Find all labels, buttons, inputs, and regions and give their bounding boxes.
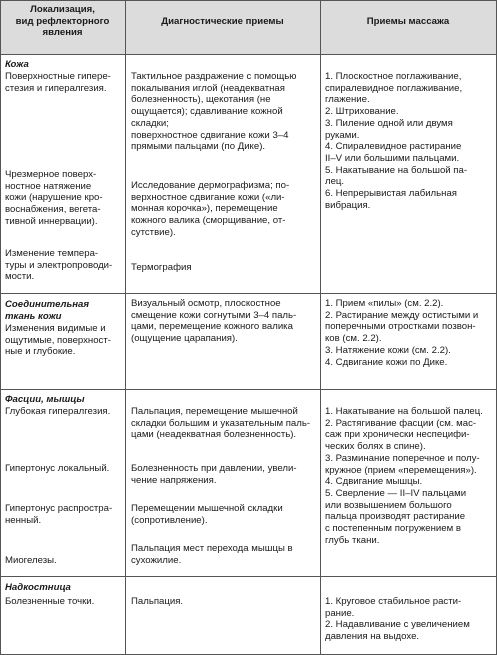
text-line: Диагностические приемы: [161, 16, 284, 27]
text-line: Локализация,: [30, 4, 95, 15]
text-line: лец.: [325, 176, 345, 188]
text-line: с постепенным погружением в: [325, 523, 461, 535]
text-line: Пальпация мест перехода мышцы в: [131, 543, 293, 554]
row-divider: [0, 576, 497, 577]
skin-localization-2: [5, 169, 123, 228]
text-line: кожного валика (сморщивание, от-: [131, 215, 286, 227]
text-line: Приемы массажа: [366, 16, 450, 27]
section-title-connective: [5, 299, 89, 322]
fascia-massage: [325, 406, 494, 546]
text-line: ощущается); сдавливание кожной: [131, 106, 283, 118]
text-line: 3. Пиление одной или двумя: [325, 117, 453, 129]
text-line: воснабжения, вегета-: [5, 204, 101, 216]
text-line: Изменение темпера-: [5, 248, 99, 259]
text-line: Поверхностные гипере-: [5, 71, 111, 82]
skin-massage: [325, 71, 494, 211]
text-line: вибрация.: [325, 199, 371, 211]
section-title-periosteum: [5, 582, 71, 594]
text-line: Пальпация.: [131, 596, 184, 607]
text-line: Термография: [131, 262, 192, 273]
text-line: Визуальный осмотр, плоскостное: [131, 298, 281, 309]
text-line: Тактильное раздражение с помощью: [131, 71, 297, 82]
text-line: складки;: [131, 117, 169, 129]
fascia-diagnostics-2: [131, 463, 318, 486]
text-line: II–V или большими пальцами.: [325, 152, 460, 164]
fascia-diagnostics-1: [131, 406, 318, 441]
text-line: цами (неадекватная болезненность).: [131, 429, 297, 441]
text-line: цами, перемещение кожного валика: [131, 321, 293, 333]
text-line: (ощущение царапания).: [131, 333, 238, 345]
text-line: руками.: [325, 129, 360, 141]
text-line: поверхностное сдвигание кожи 3–4: [131, 129, 289, 141]
text-line: 1. Накатывание на большой палец.: [325, 406, 483, 417]
skin-localization-1: [5, 71, 123, 94]
row-divider: [0, 293, 497, 294]
text-line: чение напряжения.: [131, 474, 217, 486]
text-line: верхностное сдвигание кожи («ли-: [131, 191, 285, 203]
periosteum-localization: [5, 596, 123, 608]
text-line: ков (см. 2.2).: [325, 333, 382, 345]
fascia-diagnostics-3: [131, 503, 318, 526]
text-line: Глубокая гипералгезия.: [5, 406, 111, 417]
section-title-fascia: [5, 394, 85, 406]
header-localization: [2, 4, 123, 39]
text-line: рание.: [325, 607, 355, 619]
text-line: ческих болях в спине).: [325, 441, 426, 453]
text-line: (сопротивление).: [131, 514, 208, 526]
text-line: 2. Растягивание фасции (см. мас-: [325, 417, 477, 429]
text-line: стезия и гипералгезия.: [5, 82, 107, 94]
skin-diagnostics-3: [131, 262, 318, 274]
text-line: вид рефлекторного: [15, 15, 110, 27]
text-line: Исследование дермографизма; по-: [131, 180, 290, 191]
column-divider: [320, 0, 321, 655]
text-line: Соединительная: [5, 299, 89, 310]
text-line: Гипертонус распростра-: [5, 503, 113, 514]
text-line: 1. Прием «пилы» (см. 2.2).: [325, 298, 444, 309]
text-line: глубь ткани.: [325, 534, 380, 546]
text-line: тивной иннервации).: [5, 215, 98, 227]
text-line: 2. Надавливание с увеличением: [325, 619, 470, 631]
text-line: спиралевидное поглаживание,: [325, 82, 463, 94]
skin-diagnostics-2: [131, 180, 318, 239]
fascia-localization-3: [5, 503, 123, 526]
text-line: Гипертонус локальный.: [5, 463, 110, 474]
text-line: или возвышением большого: [325, 499, 452, 511]
periosteum-diagnostics: [131, 596, 318, 608]
table-border-top: [0, 0, 497, 1]
text-line: 5. Накатывание на большой па-: [325, 164, 468, 176]
text-line: сухожилие.: [131, 554, 182, 566]
text-line: болезненность), щекотания (не: [131, 94, 271, 106]
skin-diagnostics-1: [131, 71, 318, 153]
text-line: глажение.: [325, 94, 370, 106]
text-line: прямыми пальцами (по Дике).: [131, 141, 266, 153]
text-line: 1. Круговое стабильное расти-: [325, 596, 462, 607]
text-line: 1. Плоскостное поглаживание,: [325, 71, 462, 82]
text-line: саж при хронически неспецифи-: [325, 429, 470, 441]
text-line: кожи (нарушение кро-: [5, 192, 103, 204]
fascia-localization-1: [5, 406, 123, 418]
text-line: смещение кожи согнутыми 3–4 паль-: [131, 309, 297, 321]
text-line: Кожа: [5, 59, 29, 70]
text-line: поперечными отростками позвон-: [325, 321, 476, 333]
text-line: туры и электропроводи-: [5, 259, 113, 271]
text-line: ткань кожи: [5, 310, 62, 322]
text-line: явления: [42, 27, 83, 39]
fascia-localization-2: [5, 463, 123, 475]
connective-diagnostics: [131, 298, 318, 345]
text-line: 2. Штрихование.: [325, 106, 399, 118]
section-title-skin: [5, 59, 29, 71]
header-diagnostics: [127, 16, 318, 28]
text-line: пальца производят растирание: [325, 511, 466, 523]
text-line: Изменения видимые и: [5, 323, 106, 334]
text-line: 2. Растирание между остистыми и: [325, 309, 479, 321]
connective-localization: [5, 323, 123, 358]
header-massage: [322, 16, 494, 28]
text-line: 4. Спиралевидное растирание: [325, 141, 462, 153]
text-line: давления на выдохе.: [325, 631, 420, 643]
text-line: 4. Сдвигание мышцы.: [325, 476, 423, 488]
row-divider: [0, 389, 497, 390]
text-line: Надкостница: [5, 582, 71, 593]
text-line: мости.: [5, 271, 35, 283]
text-line: 5. Сверление — II–IV пальцами: [325, 487, 467, 499]
text-line: складки большим и указательным паль-: [131, 417, 311, 429]
text-line: 4. Сдвигание кожи по Дике.: [325, 356, 448, 368]
text-line: ные и глубокие.: [5, 346, 76, 358]
text-line: Пальпация, перемещение мышечной: [131, 406, 298, 417]
text-line: монная корочка»), перемещение: [131, 203, 278, 215]
text-line: 6. Непрерывистая лабильная: [325, 188, 457, 200]
text-line: сутствие).: [131, 226, 176, 238]
text-line: Болезненные точки.: [5, 596, 95, 607]
fascia-diagnostics-4: [131, 543, 318, 566]
text-line: Чрезмерное поверх-: [5, 169, 97, 180]
table-border-left: [0, 0, 1, 655]
periosteum-massage: [325, 596, 494, 643]
column-divider: [125, 0, 126, 655]
text-line: покалывания иглой (неадекватная: [131, 82, 285, 94]
header-divider: [0, 54, 497, 55]
text-line: Миогелезы.: [5, 555, 57, 566]
skin-localization-3: [5, 248, 123, 283]
text-line: Болезненность при давлении, увели-: [131, 463, 297, 474]
text-line: 3. Натяжение кожи (см. 2.2).: [325, 344, 451, 356]
text-line: ненный.: [5, 514, 42, 526]
text-line: кружное (прием «перемещения»).: [325, 464, 477, 476]
text-line: ностное натяжение: [5, 180, 92, 192]
text-line: ощутимые, поверхност-: [5, 334, 111, 346]
text-line: Перемещении мышечной складки: [131, 503, 283, 514]
connective-massage: [325, 298, 494, 368]
fascia-localization-4: [5, 555, 123, 567]
text-line: 3. Разминание поперечное и полу-: [325, 452, 480, 464]
text-line: Фасции, мышцы: [5, 394, 85, 405]
